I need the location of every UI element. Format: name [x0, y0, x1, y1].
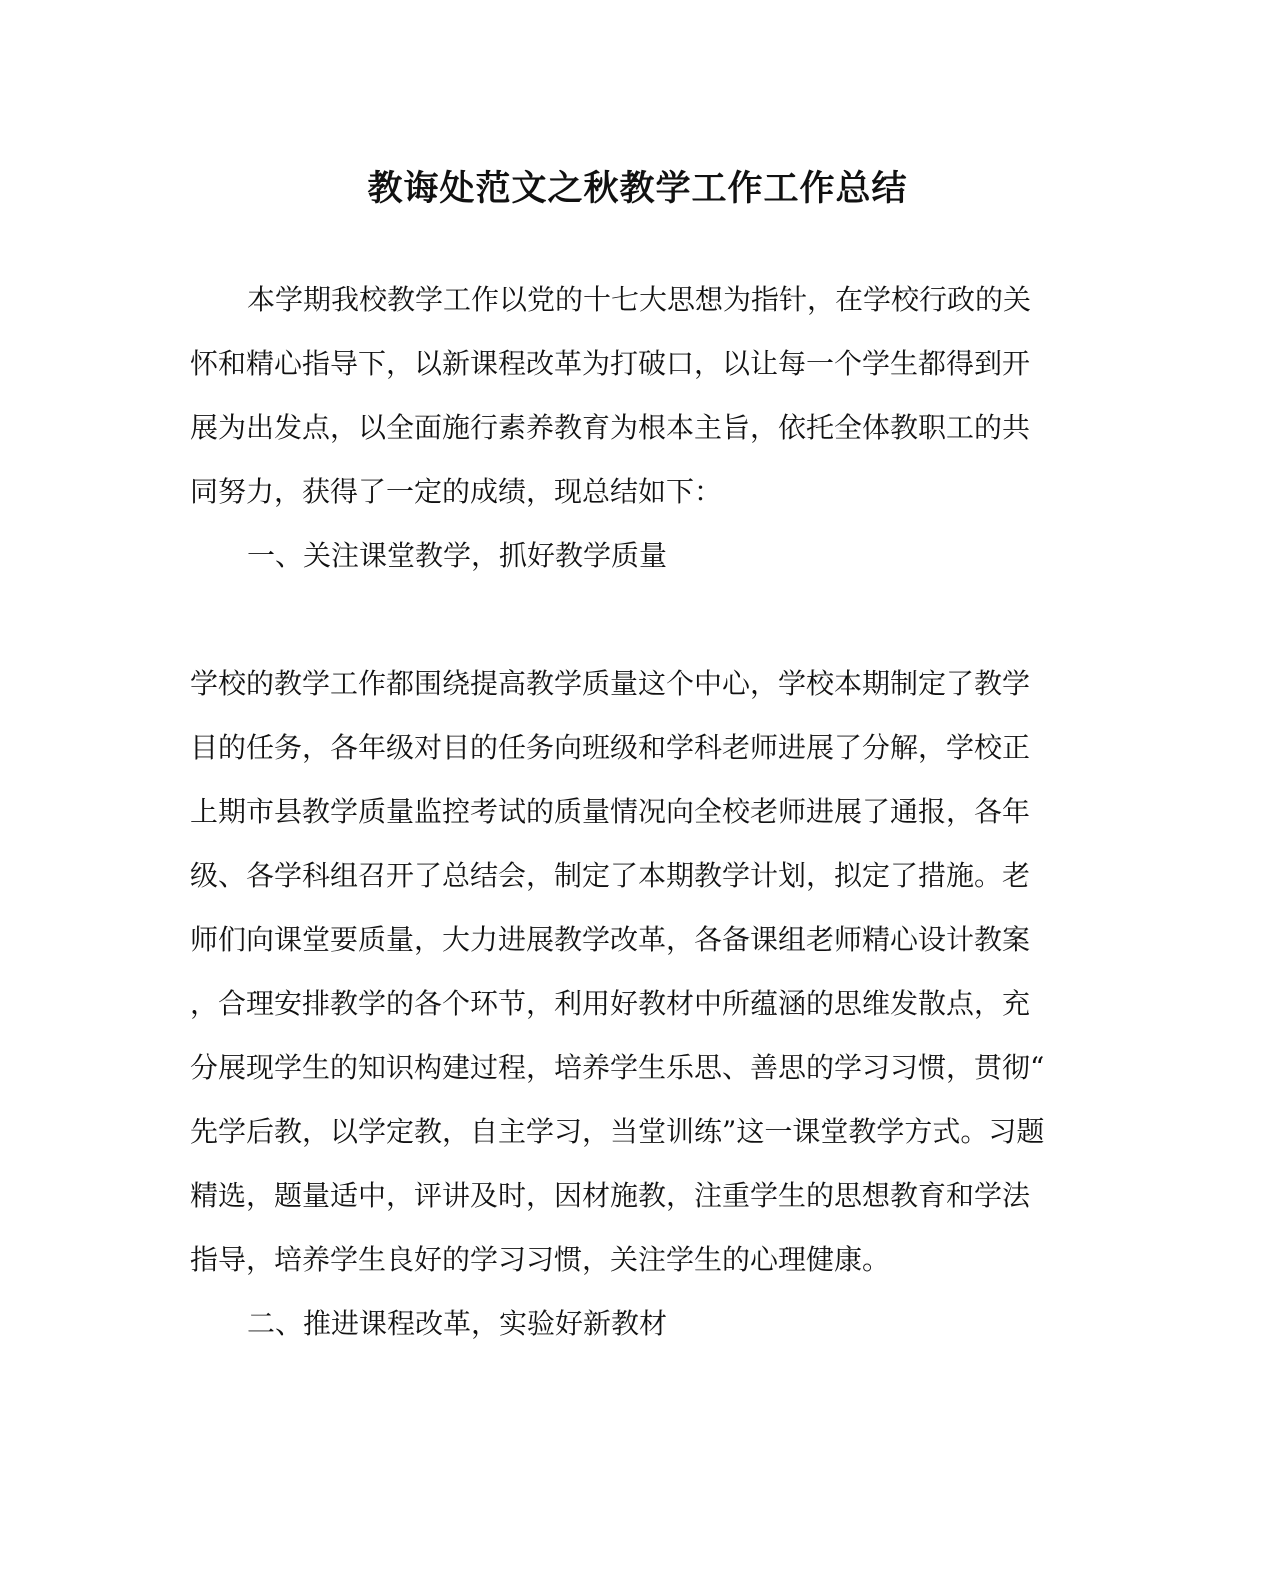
section-heading: 一、关注课堂教学，抓好教学质量 [247, 539, 668, 572]
paragraph-line: 上期市县教学质量监控考试的质量情况向全校老师进展了通报，各年 [190, 795, 1031, 828]
paragraph-line: 同努力，获得了一定的成绩，现总结如下： [190, 475, 723, 508]
paragraph-line: 本学期我校教学工作以党的十七大思想为指针，在学校行政的关 [247, 283, 1032, 316]
paragraph-line: 怀和精心指导下，以新课程改革为打破口，以让每一个学生都得到开 [190, 347, 1031, 380]
paragraph-line: 分展现学生的知识构建过程，培养学生乐思、善思的学习习惯，贯彻“ [190, 1051, 1045, 1084]
paragraph-line: 先学后教，以学定教，自主学习，当堂训练”这一课堂教学方式。习题 [190, 1115, 1045, 1148]
paragraph-line: 展为出发点，以全面施行素养教育为根本主旨，依托全体教职工的共 [190, 411, 1031, 444]
document-title: 教诲处范文之秋教学工作工作总结 [367, 168, 908, 209]
section-heading: 二、推进课程改革，实验好新教材 [247, 1307, 668, 1340]
paragraph-line: 师们向课堂要质量，大力进展教学改革，各备课组老师精心设计教案 [190, 923, 1031, 956]
paragraph-line: 目的任务，各年级对目的任务向班级和学科老师进展了分解，学校正 [190, 731, 1031, 764]
paragraph-line: 级、各学科组召开了总结会，制定了本期教学计划，拟定了措施。老 [190, 859, 1031, 892]
paragraph-line: 精选，题量适中，评讲及时，因材施教，注重学生的思想教育和学法 [190, 1179, 1031, 1212]
paragraph-line: ，合理安排教学的各个环节，利用好教材中所蕴涵的思维发散点，充 [190, 987, 1031, 1020]
paragraph-line: 指导，培养学生良好的学习习惯，关注学生的心理健康。 [190, 1243, 891, 1276]
paragraph-line: 学校的教学工作都围绕提高教学质量这个中心，学校本期制定了教学 [190, 667, 1031, 700]
